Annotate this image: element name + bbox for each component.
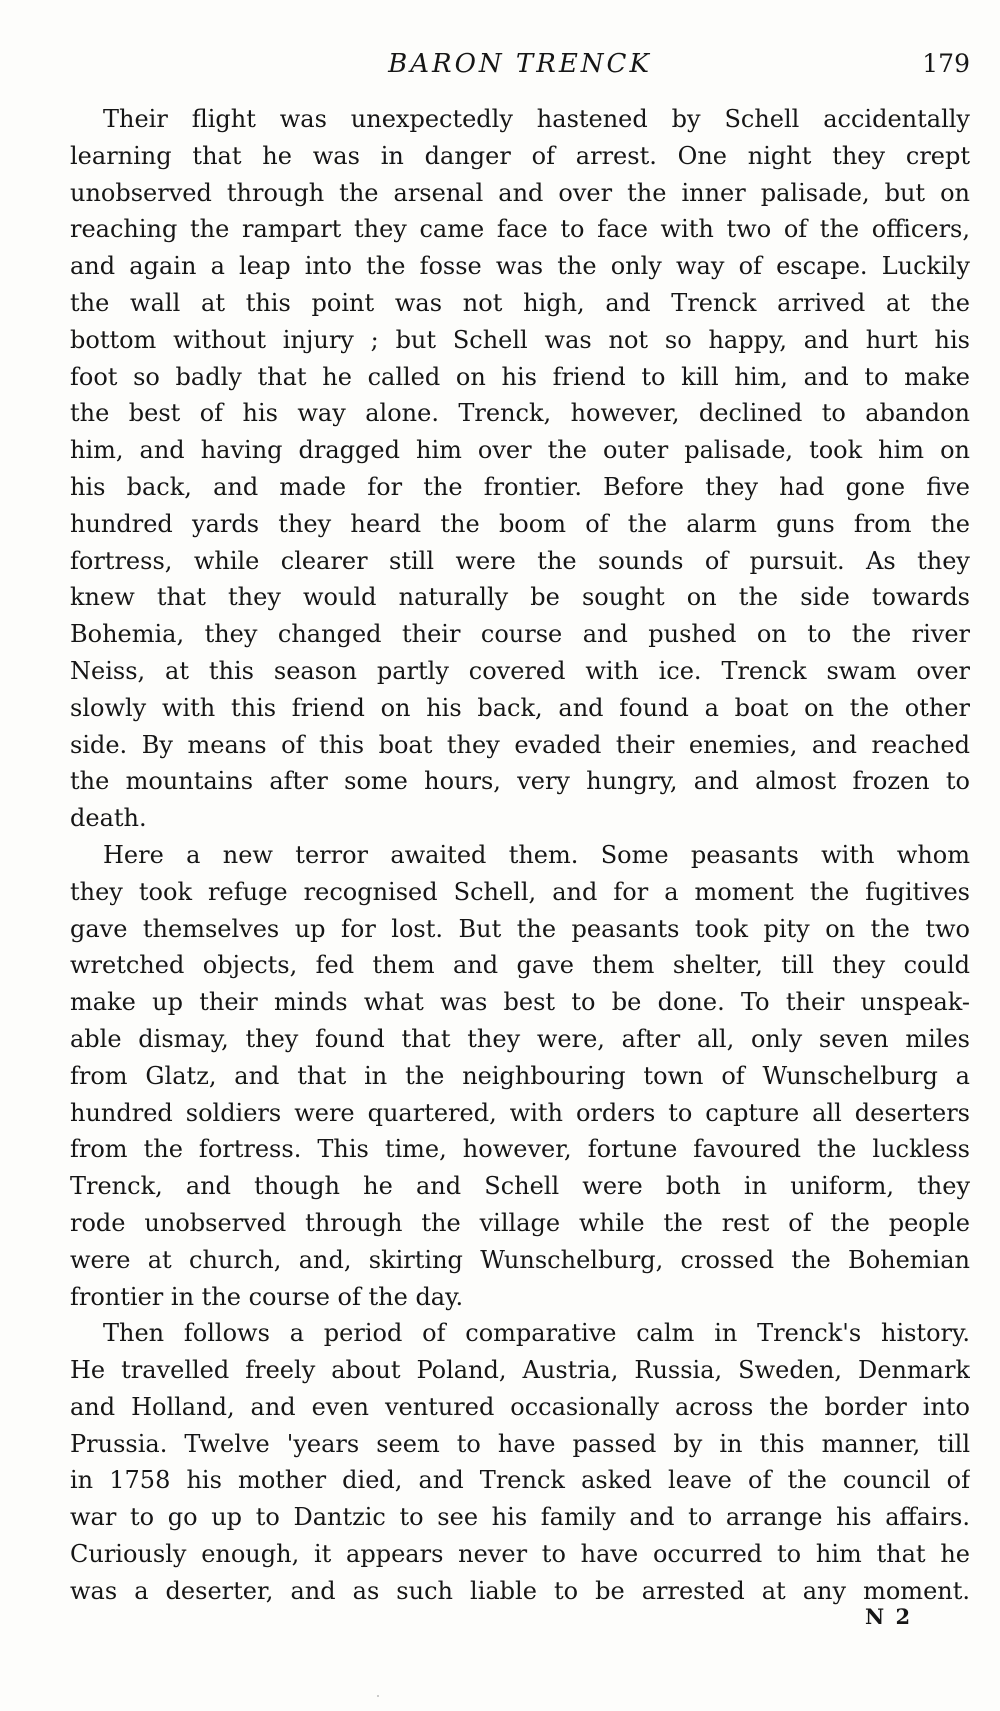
text-line: hundred yards they heard the boom of the alarm guns from the (70, 509, 970, 538)
text-line: and again a leap into the fosse was the only way of escape. Luckily (70, 252, 970, 281)
text-line: the wall at this point was not high, and Trenck arrived at the (70, 288, 970, 317)
text-line: Then follows a period of comparative calm in Trenck's history. (103, 1319, 970, 1348)
text-line: hundred soldiers were quartered, with orders to capture all deserters (70, 1098, 970, 1127)
body-text (70, 101, 970, 1610)
paragraph-2 (70, 837, 970, 1315)
paragraph-3 (70, 1315, 970, 1609)
text-line: from Glatz, and that in the neighbouring town of Wunschelburg a (70, 1061, 970, 1090)
page-number: 179 (922, 49, 970, 78)
text-line: He travelled freely about Poland, Austria, Russia, Sweden, Denmark (70, 1356, 970, 1385)
text-line: Curiously enough, it appears never to have occurred to him that he (70, 1540, 970, 1569)
text-line: the best of his way alone. Trenck, however, declined to abandon (70, 399, 970, 428)
text-line: bottom without injury ; but Schell was not so happy, and hurt his (70, 325, 970, 354)
text-line: Trenck, and though he and Schell were both in uniform, they (70, 1172, 970, 1201)
page-header (70, 44, 970, 84)
text-line: make up their minds what was best to be done. To their unspeak- (70, 988, 970, 1017)
text-line: the mountains after some hours, very hungry, and almost frozen to (70, 767, 970, 796)
text-line: were at church, and, skirting Wunschelburg, crossed the Bohemian (70, 1245, 970, 1274)
text-line: unobserved through the arsenal and over the inner palisade, but on (70, 178, 970, 207)
text-line: Here a new terror awaited them. Some peasants with whom (103, 840, 970, 869)
text-line: wretched objects, fed them and gave them shelter, till they could (70, 951, 970, 980)
text-line: Their flight was unexpectedly hastened by Schell accidentally (103, 105, 970, 133)
text-line: able dismay, they found that they were, after all, only seven miles (70, 1024, 970, 1053)
text-line: him, and having dragged him over the outer palisade, took him on (70, 436, 970, 465)
text-line: slowly with this friend on his back, and found a boat on the other (70, 693, 970, 722)
text-line: death. (70, 804, 147, 833)
text-line: Prussia. Twelve 'years seem to have passed by in this manner, till (70, 1429, 970, 1458)
text-line: and Holland, and even ventured occasionally across the border into (70, 1392, 970, 1421)
running-title: BARON TRENCK (388, 49, 652, 79)
text-line: learning that he was in danger of arrest. One night they crept (70, 141, 970, 170)
text-line: gave themselves up for lost. But the peasants took pity on the two (70, 914, 970, 943)
text-line: Neiss, at this season partly covered with ice. Trenck swam over (70, 656, 970, 685)
text-line: rode unobserved through the village while the rest of the people (70, 1208, 970, 1237)
text-line: side. By means of this boat they evaded their enemies, and reached (70, 730, 970, 759)
text-line: foot so badly that he called on his friend to kill him, and to make (70, 362, 970, 391)
text-line: frontier in the course of the day. (70, 1282, 464, 1311)
text-line: reaching the rampart they came face to face with two of the officers, (70, 215, 970, 244)
paper-speck (377, 1695, 379, 1697)
text-line: they took refuge recognised Schell, and for a moment the fugitives (70, 877, 970, 906)
paragraph-1 (70, 101, 970, 837)
text-line: war to go up to Dantzic to see his family and to arrange his affairs. (70, 1503, 970, 1532)
text-line: from the fortress. This time, however, fortune favoured the luckless (70, 1135, 970, 1164)
signature-mark: N 2 (865, 1604, 913, 1629)
text-line: knew that they would naturally be sought on the side towards (70, 583, 970, 612)
text-line: fortress, while clearer still were the sounds of pursuit. As they (70, 546, 970, 575)
text-line: in 1758 his mother died, and Trenck asked leave of the council of (70, 1466, 970, 1495)
text-line: his back, and made for the frontier. Before they had gone five (70, 472, 970, 501)
text-line: was a deserter, and as such liable to be arrested at any moment. (70, 1576, 970, 1605)
text-line: Bohemia, they changed their course and pushed on to the river (70, 620, 970, 649)
